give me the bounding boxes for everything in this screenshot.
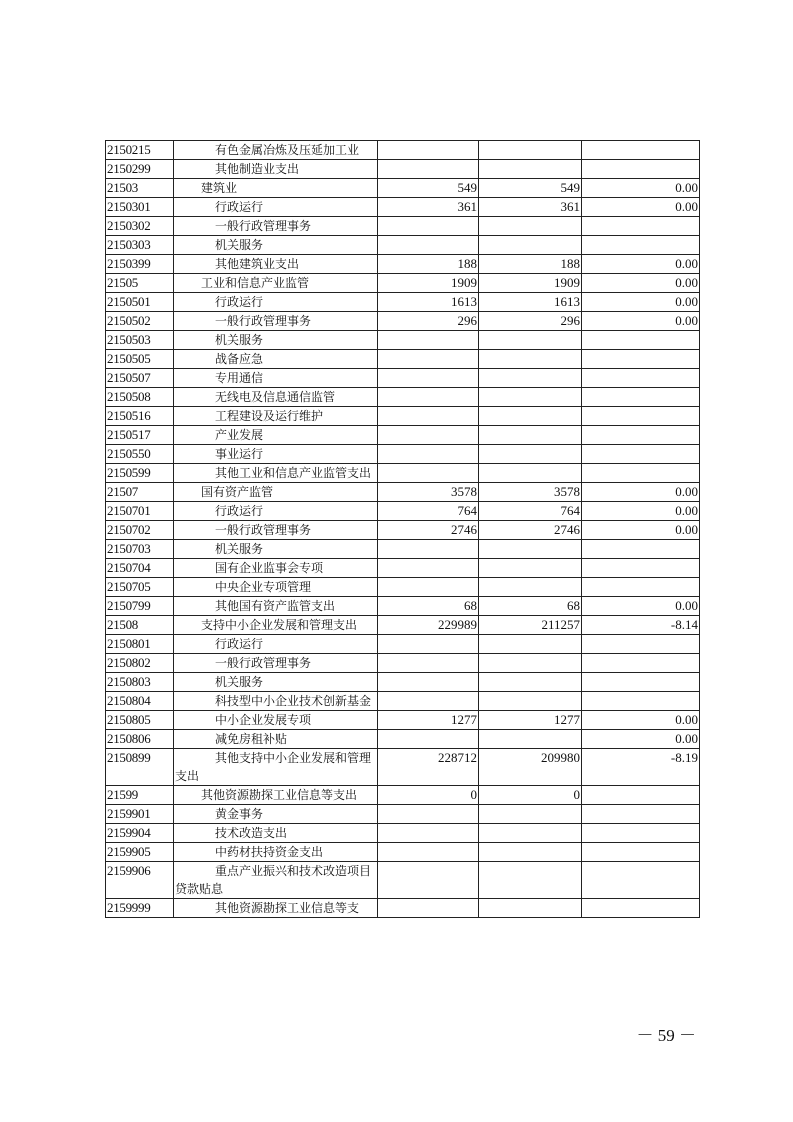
row-change-percent	[582, 843, 700, 862]
row-name: 中小企业发展专项	[174, 711, 378, 730]
row-code: 2150801	[106, 635, 174, 654]
row-code: 2150806	[106, 730, 174, 749]
row-change-percent	[582, 141, 700, 160]
row-name: 支持中小企业发展和管理支出	[174, 616, 378, 635]
row-code: 2150702	[106, 521, 174, 540]
row-change-percent	[582, 426, 700, 445]
table-row	[106, 805, 700, 824]
table-row	[106, 597, 700, 616]
table-row	[106, 388, 700, 407]
table-row	[106, 217, 700, 236]
row-name: 其他资源勘探工业信息等支出	[174, 786, 378, 805]
row-value-2	[479, 388, 582, 407]
row-code: 2150399	[106, 255, 174, 274]
row-change-percent	[582, 350, 700, 369]
table-row	[106, 236, 700, 255]
row-value-2	[479, 407, 582, 426]
row-name: 其他资源勘探工业信息等支	[174, 899, 378, 918]
row-change-percent	[582, 445, 700, 464]
row-value-1	[378, 388, 479, 407]
row-code: 2150804	[106, 692, 174, 711]
row-name: 事业运行	[174, 445, 378, 464]
budget-table	[105, 140, 700, 918]
row-value-2	[479, 331, 582, 350]
row-value-1	[378, 730, 479, 749]
row-code: 2150517	[106, 426, 174, 445]
table-row	[106, 312, 700, 331]
table-row	[106, 141, 700, 160]
row-value-1: 361	[378, 198, 479, 217]
row-name: 减免房租补贴	[174, 730, 378, 749]
table-row	[106, 824, 700, 843]
row-code: 2150303	[106, 236, 174, 255]
row-change-percent	[582, 407, 700, 426]
row-value-2	[479, 692, 582, 711]
row-value-1: 1909	[378, 274, 479, 293]
row-code: 2150899	[106, 749, 174, 786]
row-code: 21507	[106, 483, 174, 502]
row-value-1	[378, 843, 479, 862]
row-name: 其他支持中小企业发展和管理支出	[174, 749, 378, 786]
row-name: 重点产业振兴和技术改造项目贷款贴息	[174, 862, 378, 899]
row-change-percent: 0.00	[582, 502, 700, 521]
row-value-2	[479, 862, 582, 899]
row-change-percent	[582, 862, 700, 899]
row-code: 2150508	[106, 388, 174, 407]
row-name: 工程建设及运行维护	[174, 407, 378, 426]
row-value-2: 3578	[479, 483, 582, 502]
row-value-2	[479, 540, 582, 559]
row-code: 2150703	[106, 540, 174, 559]
row-value-2: 2746	[479, 521, 582, 540]
table-row	[106, 559, 700, 578]
row-name: 建筑业	[174, 179, 378, 198]
row-code: 2150803	[106, 673, 174, 692]
row-value-1: 296	[378, 312, 479, 331]
row-value-1	[378, 805, 479, 824]
row-change-percent: -8.19	[582, 749, 700, 786]
row-value-1	[378, 426, 479, 445]
row-value-1: 549	[378, 179, 479, 198]
table-row	[106, 654, 700, 673]
row-name: 一般行政管理事务	[174, 312, 378, 331]
row-code: 2150516	[106, 407, 174, 426]
row-change-percent	[582, 540, 700, 559]
row-name: 一般行政管理事务	[174, 654, 378, 673]
row-value-2	[479, 426, 582, 445]
row-value-1	[378, 369, 479, 388]
row-change-percent: 0.00	[582, 179, 700, 198]
row-code: 2150599	[106, 464, 174, 483]
row-name: 行政运行	[174, 293, 378, 312]
row-value-2: 188	[479, 255, 582, 274]
row-change-percent	[582, 217, 700, 236]
row-change-percent	[582, 464, 700, 483]
row-value-2: 0	[479, 786, 582, 805]
row-code: 21508	[106, 616, 174, 635]
row-change-percent	[582, 824, 700, 843]
row-value-2	[479, 843, 582, 862]
row-change-percent: -8.14	[582, 616, 700, 635]
table-row	[106, 673, 700, 692]
table-row	[106, 369, 700, 388]
row-change-percent	[582, 369, 700, 388]
page-number	[0, 1021, 793, 1046]
row-change-percent	[582, 899, 700, 918]
row-value-1: 764	[378, 502, 479, 521]
row-change-percent	[582, 578, 700, 597]
row-name: 科技型中小企业技术创新基金	[174, 692, 378, 711]
row-value-2	[479, 899, 582, 918]
table-row	[106, 483, 700, 502]
row-value-1	[378, 578, 479, 597]
row-value-2	[479, 217, 582, 236]
row-name: 黄金事务	[174, 805, 378, 824]
row-change-percent: 0.00	[582, 597, 700, 616]
row-value-1	[378, 141, 479, 160]
row-value-2: 68	[479, 597, 582, 616]
row-value-1	[378, 635, 479, 654]
row-name: 国有资产监管	[174, 483, 378, 502]
table-row	[106, 730, 700, 749]
row-code: 2150502	[106, 312, 174, 331]
row-name: 中央企业专项管理	[174, 578, 378, 597]
row-value-1	[378, 445, 479, 464]
row-value-2: 1277	[479, 711, 582, 730]
row-change-percent	[582, 786, 700, 805]
row-code: 2150705	[106, 578, 174, 597]
row-name: 其他制造业支出	[174, 160, 378, 179]
budget-table-body	[106, 141, 700, 918]
row-name: 一般行政管理事务	[174, 521, 378, 540]
row-value-2	[479, 464, 582, 483]
row-change-percent	[582, 331, 700, 350]
row-value-1	[378, 160, 479, 179]
row-code: 2150799	[106, 597, 174, 616]
row-code: 2159999	[106, 899, 174, 918]
table-row	[106, 426, 700, 445]
table-row	[106, 862, 700, 899]
row-code: 2159901	[106, 805, 174, 824]
row-code: 2150802	[106, 654, 174, 673]
row-name: 其他建筑业支出	[174, 255, 378, 274]
row-code: 2150507	[106, 369, 174, 388]
row-change-percent	[582, 559, 700, 578]
row-name: 行政运行	[174, 635, 378, 654]
row-change-percent	[582, 805, 700, 824]
row-value-2: 361	[479, 198, 582, 217]
row-value-1: 188	[378, 255, 479, 274]
table-row	[106, 711, 700, 730]
table-row	[106, 350, 700, 369]
row-code: 21599	[106, 786, 174, 805]
row-name: 无线电及信息通信监管	[174, 388, 378, 407]
row-change-percent	[582, 388, 700, 407]
row-value-2: 296	[479, 312, 582, 331]
row-name: 一般行政管理事务	[174, 217, 378, 236]
row-change-percent: 0.00	[582, 274, 700, 293]
row-name: 战备应急	[174, 350, 378, 369]
row-value-2: 211257	[479, 616, 582, 635]
row-change-percent: 0.00	[582, 730, 700, 749]
row-code: 2150704	[106, 559, 174, 578]
table-row	[106, 407, 700, 426]
row-value-1: 1613	[378, 293, 479, 312]
row-value-1	[378, 559, 479, 578]
row-code: 2159906	[106, 862, 174, 899]
table-row	[106, 749, 700, 786]
table-row	[106, 692, 700, 711]
row-change-percent	[582, 160, 700, 179]
row-value-2	[479, 824, 582, 843]
row-name: 有色金属冶炼及压延加工业	[174, 141, 378, 160]
row-value-1	[378, 692, 479, 711]
row-change-percent: 0.00	[582, 198, 700, 217]
row-name: 国有企业监事会专项	[174, 559, 378, 578]
table-row	[106, 616, 700, 635]
table-row	[106, 540, 700, 559]
row-change-percent: 0.00	[582, 312, 700, 331]
row-value-1	[378, 654, 479, 673]
row-value-1: 229989	[378, 616, 479, 635]
row-code: 2150550	[106, 445, 174, 464]
row-value-2	[479, 635, 582, 654]
row-value-1: 3578	[378, 483, 479, 502]
row-value-2	[479, 805, 582, 824]
row-change-percent	[582, 673, 700, 692]
row-name: 产业发展	[174, 426, 378, 445]
row-code: 2150805	[106, 711, 174, 730]
row-name: 中药材扶持资金支出	[174, 843, 378, 862]
row-change-percent	[582, 692, 700, 711]
row-value-1: 2746	[378, 521, 479, 540]
row-name: 机关服务	[174, 673, 378, 692]
row-code: 2150301	[106, 198, 174, 217]
row-value-1	[378, 236, 479, 255]
row-value-1	[378, 350, 479, 369]
row-change-percent: 0.00	[582, 483, 700, 502]
row-value-2	[479, 160, 582, 179]
row-name: 其他工业和信息产业监管支出	[174, 464, 378, 483]
row-name: 工业和信息产业监管	[174, 274, 378, 293]
row-value-2	[479, 141, 582, 160]
row-name: 其他国有资产监管支出	[174, 597, 378, 616]
row-change-percent: 0.00	[582, 711, 700, 730]
page-number-text: － 59 －	[636, 1026, 696, 1045]
table-row	[106, 521, 700, 540]
row-code: 2150503	[106, 331, 174, 350]
table-row	[106, 843, 700, 862]
row-name: 专用通信	[174, 369, 378, 388]
row-name: 技术改造支出	[174, 824, 378, 843]
row-code: 2159904	[106, 824, 174, 843]
row-value-1	[378, 899, 479, 918]
row-value-2	[479, 445, 582, 464]
row-value-2: 209980	[479, 749, 582, 786]
row-value-2	[479, 578, 582, 597]
table-row	[106, 464, 700, 483]
row-value-2	[479, 730, 582, 749]
row-value-2: 1613	[479, 293, 582, 312]
row-value-1	[378, 824, 479, 843]
row-name: 机关服务	[174, 540, 378, 559]
row-value-2	[479, 236, 582, 255]
row-value-2: 549	[479, 179, 582, 198]
table-row	[106, 635, 700, 654]
row-value-1	[378, 407, 479, 426]
table-row	[106, 502, 700, 521]
row-code: 2150299	[106, 160, 174, 179]
row-name: 行政运行	[174, 198, 378, 217]
row-value-1	[378, 862, 479, 899]
table-row	[106, 899, 700, 918]
row-change-percent: 0.00	[582, 255, 700, 274]
row-change-percent	[582, 635, 700, 654]
row-code: 2159905	[106, 843, 174, 862]
table-row	[106, 293, 700, 312]
row-value-2: 1909	[479, 274, 582, 293]
row-value-2	[479, 673, 582, 692]
table-row	[106, 179, 700, 198]
table-row	[106, 331, 700, 350]
row-value-1	[378, 464, 479, 483]
row-code: 2150501	[106, 293, 174, 312]
table-row	[106, 198, 700, 217]
row-code: 21505	[106, 274, 174, 293]
row-value-1	[378, 673, 479, 692]
row-value-1	[378, 331, 479, 350]
row-code: 2150505	[106, 350, 174, 369]
row-change-percent	[582, 236, 700, 255]
row-change-percent: 0.00	[582, 521, 700, 540]
row-change-percent	[582, 654, 700, 673]
row-code: 2150701	[106, 502, 174, 521]
row-value-1: 1277	[378, 711, 479, 730]
table-row	[106, 445, 700, 464]
row-code: 2150302	[106, 217, 174, 236]
row-value-1	[378, 217, 479, 236]
table-row	[106, 274, 700, 293]
row-value-1: 68	[378, 597, 479, 616]
row-value-2	[479, 350, 582, 369]
table-row	[106, 160, 700, 179]
table-row	[106, 578, 700, 597]
row-value-2: 764	[479, 502, 582, 521]
row-code: 2150215	[106, 141, 174, 160]
row-code: 21503	[106, 179, 174, 198]
row-value-1	[378, 540, 479, 559]
row-value-2	[479, 369, 582, 388]
table-row	[106, 786, 700, 805]
row-value-1: 0	[378, 786, 479, 805]
row-name: 机关服务	[174, 331, 378, 350]
row-change-percent: 0.00	[582, 293, 700, 312]
row-value-1: 228712	[378, 749, 479, 786]
row-value-2	[479, 559, 582, 578]
row-name: 机关服务	[174, 236, 378, 255]
row-name: 行政运行	[174, 502, 378, 521]
row-value-2	[479, 654, 582, 673]
table-row	[106, 255, 700, 274]
